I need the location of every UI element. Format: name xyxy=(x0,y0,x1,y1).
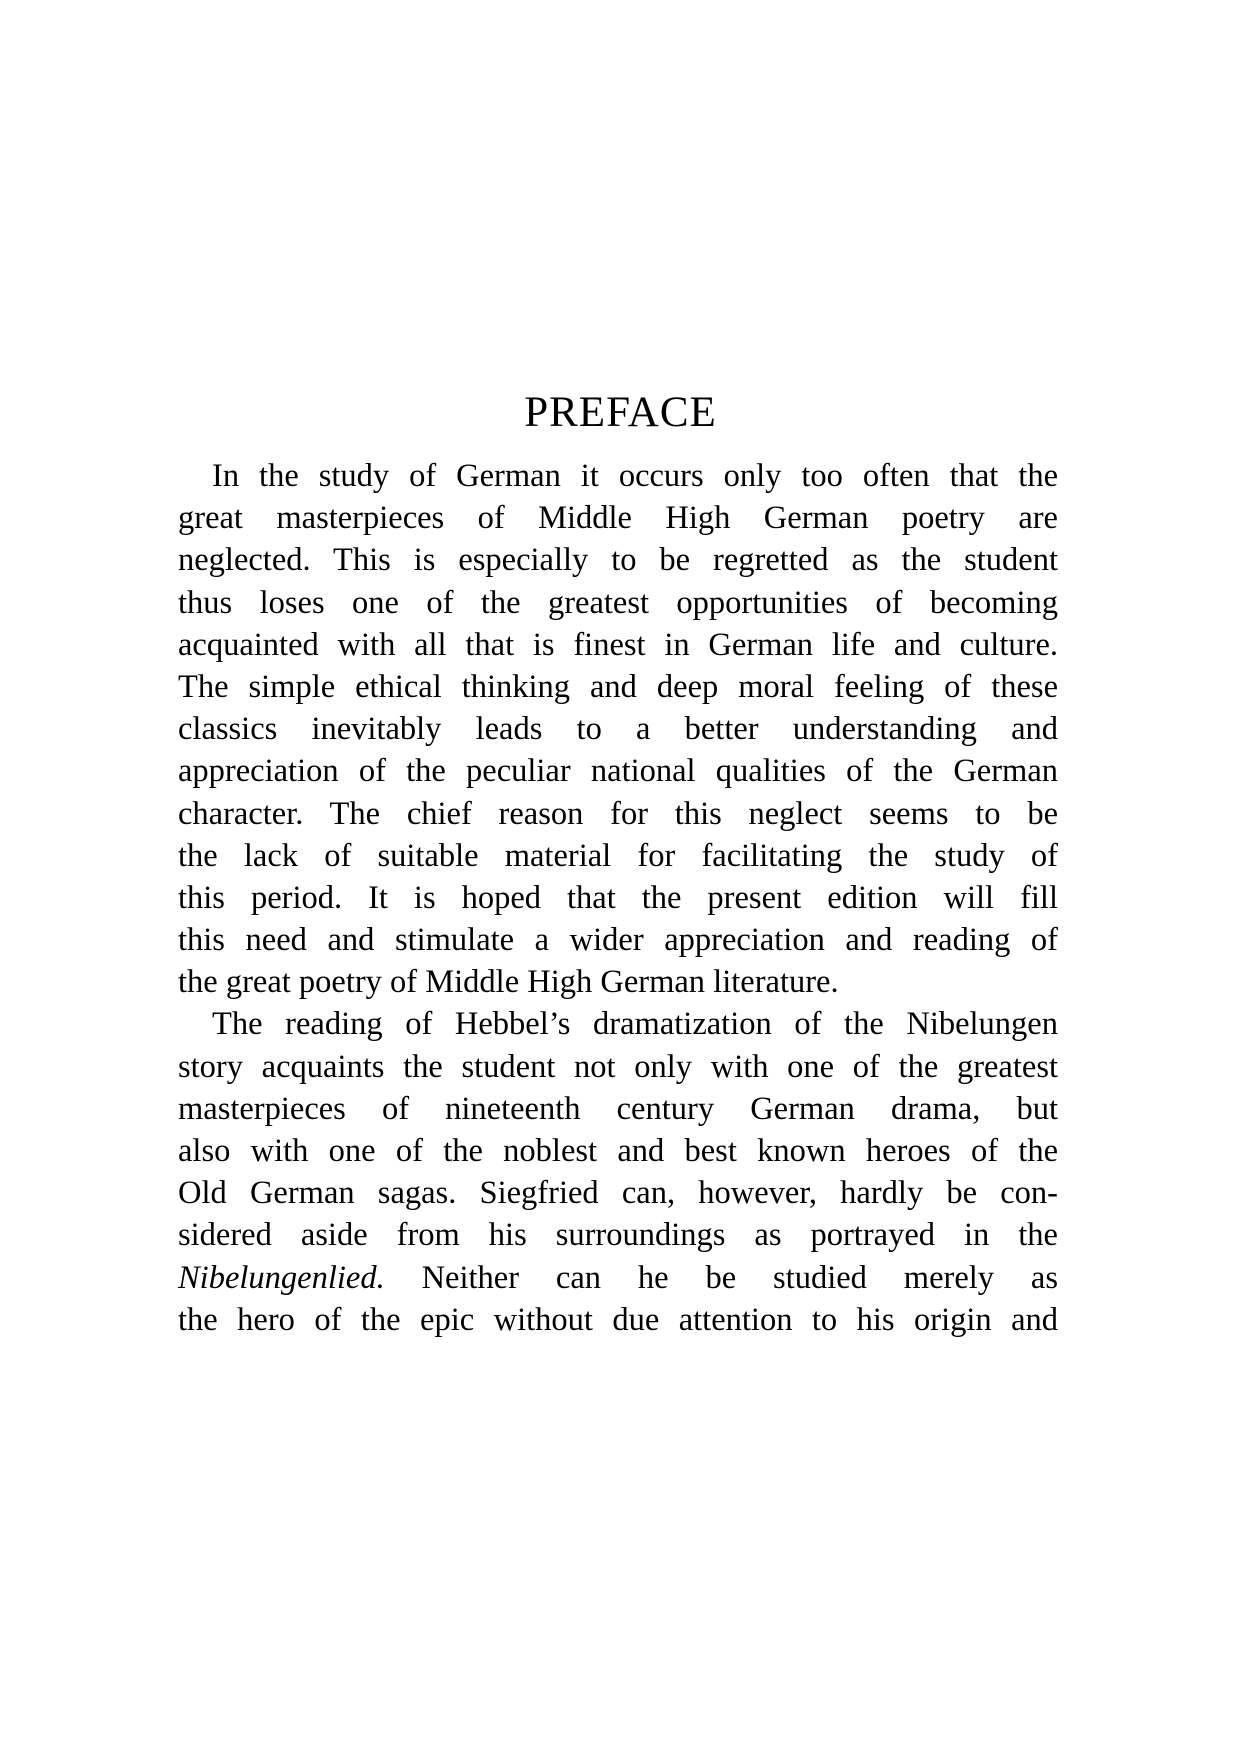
text-line: great masterpieces of Middle High German poetry are xyxy=(178,500,1058,537)
text-fragment: Neither can he be studied merely as xyxy=(384,1259,1058,1296)
text-line: The simple ethical thinking and deep moral feeling of these xyxy=(178,668,1058,705)
text-line: acquainted with all that is finest in German life and culture. xyxy=(178,626,1058,663)
text-line: masterpieces of nineteenth century German drama, but xyxy=(178,1090,1058,1127)
text-line: character. The chief reason for this neglect seems to be xyxy=(178,795,1058,832)
text-line: The reading of Hebbel’s dramatization of the Nibelungen xyxy=(212,1006,1058,1043)
text-line: appreciation of the peculiar national qualities of the German xyxy=(178,753,1058,790)
text-line: also with one of the noblest and best known heroes of the xyxy=(178,1133,1058,1169)
book-title-italic: Nibelungenlied. xyxy=(178,1259,385,1296)
body-text xyxy=(178,455,1058,1341)
text-line: Old German sagas. Siegfried can, however, hardly be con- xyxy=(178,1175,1058,1212)
text-line: this need and stimulate a wider appreciation and reading of xyxy=(178,922,1058,959)
page-title: PREFACE xyxy=(524,389,717,436)
text-line: thus loses one of the greatest opportunities of becoming xyxy=(178,584,1058,621)
text-line: classics inevitably leads to a better understanding and xyxy=(178,711,1058,748)
text-line: sidered aside from his surroundings as portrayed in the xyxy=(178,1217,1058,1254)
text-line: the hero of the epic without due attention to his origin and xyxy=(178,1301,1058,1338)
text-line-with-italic xyxy=(178,1257,1058,1299)
text-line: this period. It is hoped that the present edition will fill xyxy=(178,879,1058,916)
text-line: In the study of German it occurs only too often that the xyxy=(212,458,1058,494)
text-line: neglected. This is especially to be regretted as the student xyxy=(178,542,1058,579)
text-line: the great poetry of Middle High German literature. xyxy=(178,964,839,1001)
text-line: story acquaints the student not only with one of the greatest xyxy=(178,1048,1058,1085)
text-line: the lack of suitable material for facilitating the study of xyxy=(178,837,1058,874)
paragraph-2 xyxy=(178,1003,1058,1341)
paragraph-1 xyxy=(178,455,1058,1003)
